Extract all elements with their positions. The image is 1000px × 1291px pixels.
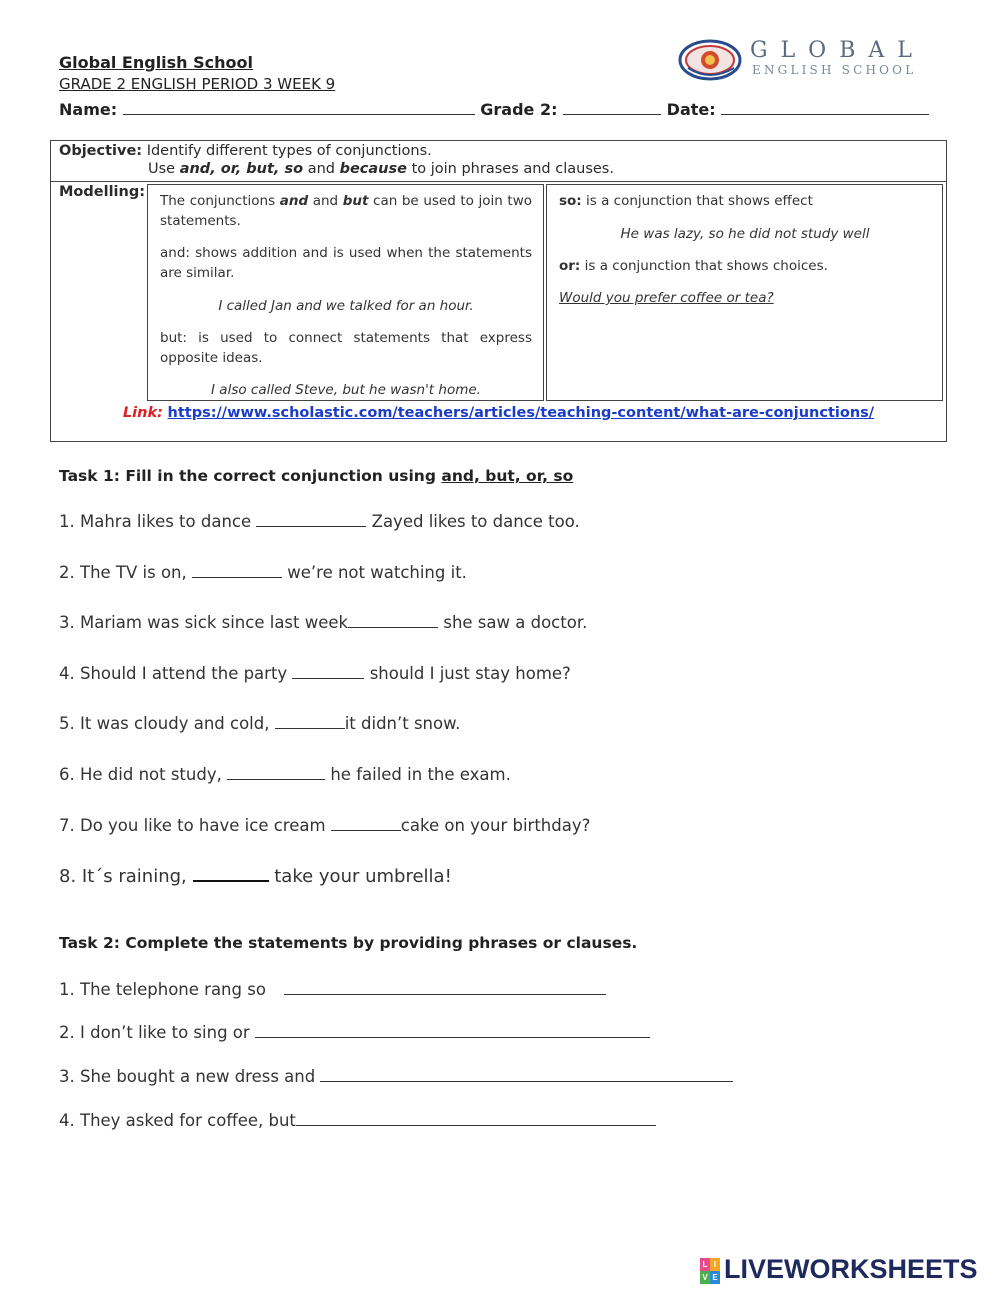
task2-question-3: 3. She bought a new dress and	[59, 1065, 733, 1086]
task2-q1-blank[interactable]	[284, 978, 606, 995]
task1-q1-blank[interactable]	[256, 510, 366, 527]
task1-question-5: 5. It was cloudy and cold, it didn’t snow.	[59, 714, 461, 733]
model-but-example: I also called Steve, but he wasn't home.	[211, 382, 481, 398]
task2-q3-blank[interactable]	[320, 1065, 733, 1082]
task1-question-8: 8. It´s raining, take your umbrella!	[59, 866, 452, 887]
liveworksheets-wordmark: LIVEWORKSHEETS	[724, 1254, 978, 1284]
objective-divider	[50, 181, 947, 182]
school-logo	[678, 38, 948, 82]
task1-q5-blank[interactable]	[275, 712, 345, 729]
model-so-example: He was lazy, so he did not study well	[620, 226, 870, 242]
task2-question-2: 2. I don’t like to sing or	[59, 1021, 650, 1042]
model-but-explanation: but: is used to connect statements that express opposite ideas.	[160, 330, 532, 366]
task1-question-7: 7. Do you like to have ice cream cake on your birthday?	[59, 816, 591, 835]
logo-word-global: GLOBAL	[750, 38, 925, 63]
task1-q2-blank[interactable]	[192, 561, 282, 578]
model-or-example: Would you prefer coffee or tea?	[559, 290, 774, 306]
name-label: Name:	[59, 100, 118, 119]
task1-question-4: 4. Should I attend the party should I just stay home?	[59, 664, 571, 683]
logo-word-english-school: ENGLISH SCHOOL	[752, 63, 917, 77]
model-and-explanation: and: shows addition and is used when the statements are similar.	[160, 245, 532, 281]
school-crest-icon	[678, 38, 746, 82]
name-field[interactable]	[123, 98, 475, 115]
use-words: and, or, but, so	[179, 161, 304, 177]
objective-text: Identify different types of conjunctions.	[146, 143, 432, 159]
resource-link[interactable]: https://www.scholastic.com/teachers/articles/teaching-content/what-are-conjunctions/	[167, 405, 875, 421]
task2-title: Task 2: Complete the statements by providing phrases or clauses.	[59, 934, 638, 952]
task1-title-words: and, but, or, so	[441, 467, 574, 485]
task2-question-1: 1. The telephone rang so	[59, 978, 606, 999]
date-label: Date:	[666, 100, 716, 119]
model-or-explanation: or: is a conjunction that shows choices.	[559, 258, 828, 274]
task1-question-6: 6. He did not study, he failed in the exam.	[59, 765, 511, 784]
link-label: Link:	[122, 405, 163, 421]
grade-label: Grade 2:	[480, 100, 558, 119]
modelling-right-panel	[546, 184, 943, 401]
task1-q8-blank[interactable]	[193, 864, 269, 882]
modelling-label: Modelling:	[59, 184, 146, 200]
task2-question-4: 4. They asked for coffee, but	[59, 1109, 656, 1130]
task1-q6-blank[interactable]	[227, 763, 325, 780]
objective-line-2	[148, 161, 614, 177]
task1-question-1: 1. Mahra likes to dance Zayed likes to dance too.	[59, 512, 580, 531]
use-because: because	[339, 161, 407, 177]
task1-title: Task 1: Fill in the correct conjunction using and, but, or, so	[59, 467, 574, 485]
task1-q3-blank[interactable]	[348, 611, 438, 628]
use-and: and	[307, 161, 335, 177]
use-prefix: Use	[148, 161, 176, 177]
task1-q7-blank[interactable]	[331, 814, 401, 831]
objective-line-1	[59, 143, 432, 159]
model-so-explanation: so: is a conjunction that shows effect	[559, 193, 813, 209]
school-name: Global English School	[59, 53, 254, 72]
task2-q2-blank[interactable]	[255, 1021, 650, 1038]
resource-link-line	[50, 405, 947, 421]
task1-question-2: 2. The TV is on, we’re not watching it.	[59, 563, 467, 582]
liveworksheets-badge-icon: L I V E	[700, 1258, 720, 1284]
modelling-left-panel	[147, 184, 544, 401]
model-intro: The conjunctions and and but can be used to join two statements.	[160, 193, 533, 229]
date-field[interactable]	[721, 98, 929, 115]
task1-question-3: 3. Mariam was sick since last week she saw a doctor.	[59, 613, 588, 632]
use-suffix: to join phrases and clauses.	[411, 161, 614, 177]
objective-label: Objective:	[59, 143, 143, 159]
grade-field[interactable]	[563, 98, 661, 115]
grade-period-line: GRADE 2 ENGLISH PERIOD 3 WEEK 9	[59, 75, 336, 93]
model-and-example: I called Jan and we talked for an hour.	[218, 298, 474, 314]
student-info-line	[59, 98, 929, 119]
task1-q4-blank[interactable]	[292, 662, 364, 679]
task2-q4-blank[interactable]	[296, 1109, 656, 1126]
